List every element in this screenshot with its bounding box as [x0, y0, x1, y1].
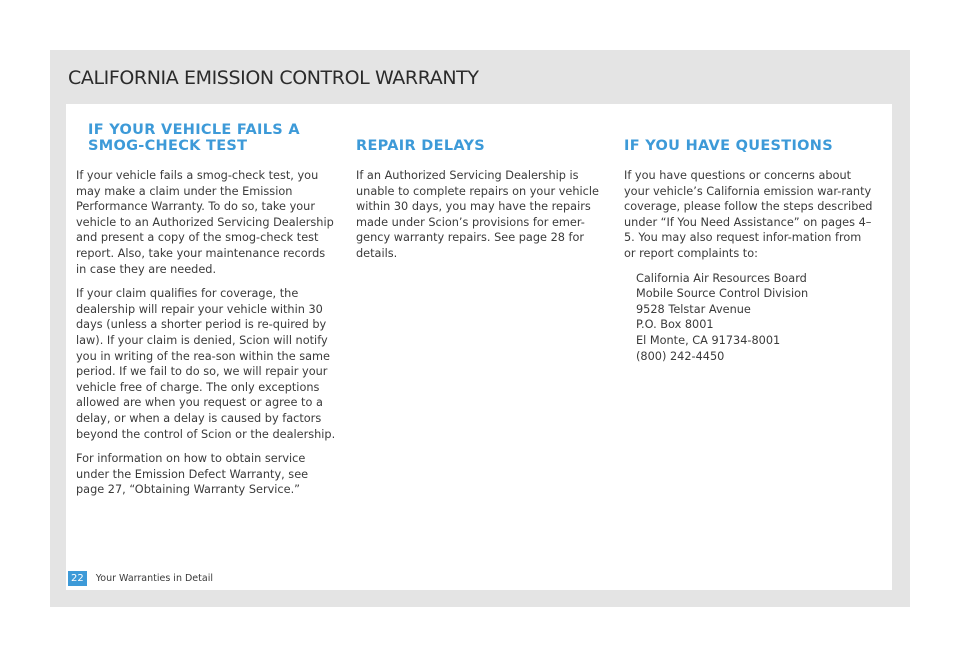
section-body-delays — [356, 168, 606, 262]
paragraph: If you have questions or concerns about your vehicle’s California emission war-ranty coverage, please follow the steps described under “If You Need Assistance” on pages 4–5. You may also request infor-mation from or report complaints to: — [624, 169, 873, 260]
address-line: El Monte, CA 91734-8001 — [636, 333, 781, 347]
page-frame — [50, 50, 910, 607]
footer-section-title: Your Warranties in Detail — [95, 573, 213, 584]
paragraph: If an Authorized Servicing Dealership is unable to complete repairs on your vehicle within 30 days, you may have the repairs made under Scion’s provisions for emer-gency warranty repairs. See page 28 for details. — [356, 169, 599, 260]
section-heading-fails — [76, 118, 336, 154]
page-footer — [68, 571, 213, 586]
paragraph: For information on how to obtain service under the Emission Defect Warranty, see page 27, “Obtaining Warranty Service.” — [76, 452, 309, 497]
section-body-fails — [76, 168, 336, 498]
paragraph: If your vehicle fails a smog-check test, you may make a claim under the Emission Performance Warranty. To do so, take your vehicle to an Authorized Servicing Dealership and present a copy of the smog-check test report. Also, take your maintenance records in case they are needed. — [76, 169, 334, 276]
phone-number: (800) 242-4450 — [636, 349, 725, 363]
section-repair-delays — [356, 118, 606, 271]
section-fails-smog-check — [76, 118, 336, 507]
section-heading-delays: REPAIR DELAYS — [356, 138, 486, 154]
heading-line-1: IF YOUR VEHICLE FAILS A — [88, 122, 300, 138]
mailing-address — [624, 271, 874, 365]
paragraph: If your claim qualifies for coverage, the dealership will repair your vehicle within 30 days (unless a shorter period is re-quired by law). If your claim is denied, Scion will notify you in writing of the rea-son within the same period. If we fail to do so, we will repair your vehicle free of charge. The only exceptions allowed are when you request or agree to a delay, or when a delay is caused by factors beyond the control of Scion or the dealership. — [76, 287, 336, 441]
content-panel — [66, 104, 892, 590]
section-questions — [624, 118, 874, 364]
address-line: Mobile Source Control Division — [636, 287, 809, 301]
section-heading-questions: IF YOU HAVE QUESTIONS — [624, 138, 833, 154]
section-body-questions — [624, 168, 874, 364]
address-line: P.O. Box 8001 — [636, 318, 714, 332]
heading-line-2: SMOG-CHECK TEST — [88, 138, 248, 154]
address-line: California Air Resources Board — [636, 271, 807, 285]
page-title: CALIFORNIA EMISSION CONTROL WARRANTY — [68, 67, 479, 89]
address-line: 9528 Telstar Avenue — [636, 302, 751, 316]
page-number: 22 — [68, 571, 87, 586]
